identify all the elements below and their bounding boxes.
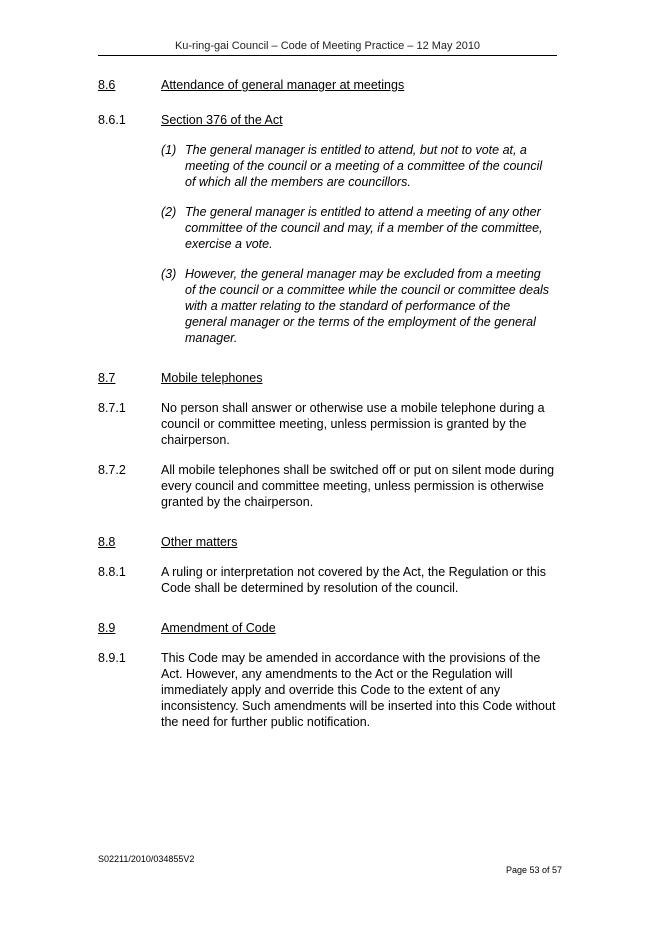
quote-number: (3) [161, 267, 177, 281]
quote-text: The general manager is entitled to attend, but not to vote at, a meeting of the council or a meeting of a committee of the council of which all the members are councillors. [185, 143, 543, 189]
quote-item-1 [161, 142, 560, 190]
section-title: Amendment of Code [161, 621, 276, 635]
section-number: 8.7 [98, 371, 116, 385]
section-heading-8-7 [98, 371, 560, 389]
document-id: S02211/2010/034855V2 [98, 854, 195, 864]
section-heading-8-6 [98, 78, 560, 96]
section-number: 8.6 [98, 78, 116, 92]
clause-text: All mobile telephones shall be switched off or put on silent mode during every council and committee meeting, unless permission is otherwise granted by the chairperson. [161, 463, 555, 509]
clause-text: This Code may be amended in accordance with the provisions of the Act. However, any amendments to the Act or the Regulation will immediately apply and override this Code to the extent of any inconsistency. Such amendments will be inserted into this Code without the need for further public notification. [161, 651, 556, 729]
section-number: 8.8 [98, 535, 116, 549]
quote-item-2 [161, 204, 560, 252]
quote-number: (1) [161, 143, 177, 157]
clause-8-7-1 [98, 400, 560, 448]
quote-text: The general manager is entitled to attend a meeting of any other committee of the council and may, if a member of the committee, exercise a vote. [185, 205, 543, 251]
clause-text: No person shall answer or otherwise use a mobile telephone during a council or committee meeting, unless permission is granted by the chairperson. [161, 401, 545, 447]
clause-number: 8.9.1 [98, 651, 126, 665]
page-header: Ku-ring-gai Council – Code of Meeting Practice – 12 May 2010 [98, 40, 557, 56]
clause-8-7-2 [98, 462, 560, 510]
section-title: Mobile telephones [161, 371, 263, 385]
subsection-title: Section 376 of the Act [161, 113, 283, 127]
quote-number: (2) [161, 205, 177, 219]
quote-text: However, the general manager may be excluded from a meeting of the council or a committee while the council or committee deals with a matter relating to the standard of performance of the general manager or the terms of the employment of the general manager. [185, 267, 550, 345]
document-body [98, 78, 560, 730]
section-title: Attendance of general manager at meetings [161, 78, 405, 92]
clause-8-8-1 [98, 564, 560, 596]
clause-number: 8.8.1 [98, 565, 126, 579]
quote-item-3 [161, 266, 560, 346]
clause-number: 8.7.1 [98, 401, 126, 415]
subsection-8-6-1 [98, 112, 560, 128]
section-heading-8-9 [98, 621, 560, 639]
section-number: 8.9 [98, 621, 116, 635]
clause-number: 8.7.2 [98, 463, 126, 477]
clause-8-9-1 [98, 650, 560, 730]
page-number: Page 53 of 57 [506, 865, 563, 875]
section-heading-8-8 [98, 535, 560, 553]
clause-text: A ruling or interpretation not covered by the Act, the Regulation or this Code shall be determined by resolution of the council. [161, 565, 546, 595]
subsection-number: 8.6.1 [98, 113, 126, 127]
section-title: Other matters [161, 535, 238, 549]
